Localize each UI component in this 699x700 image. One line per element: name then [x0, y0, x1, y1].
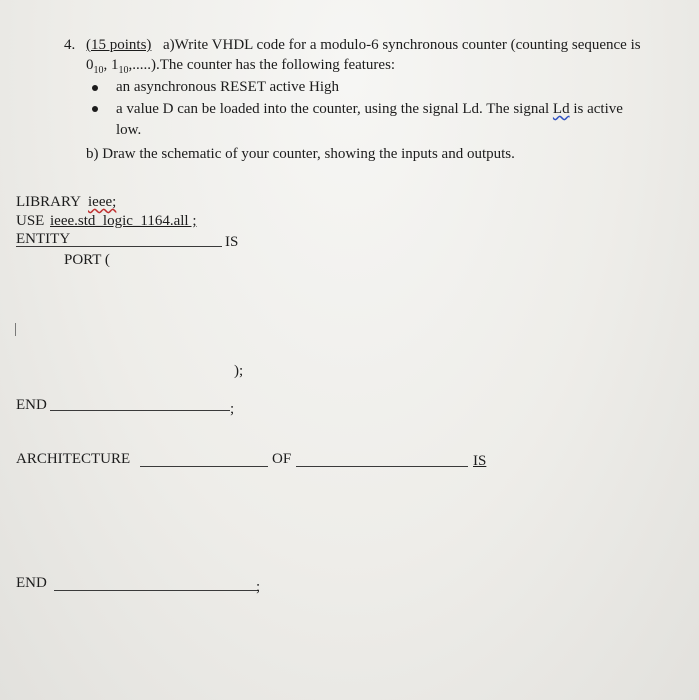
end-entity-blank[interactable] — [50, 410, 230, 411]
ld-signal-word: Ld — [552, 101, 570, 117]
seq-second-base: 10 — [118, 65, 129, 76]
end-architecture-blank[interactable] — [54, 590, 258, 591]
use-keyword: USE — [16, 213, 45, 229]
seq-rest: ,.....).The counter has the following features: — [128, 57, 396, 73]
end-architecture-semicolon: ; — [256, 579, 261, 595]
port-keyword: PORT ( — [64, 252, 110, 268]
bullet-dot-1 — [92, 85, 98, 91]
feature-load — [116, 100, 623, 118]
seq-second-digits: 1 — [111, 57, 119, 73]
text-cursor: | — [14, 321, 18, 337]
entity-keyword: ENTITY — [16, 231, 71, 247]
use-package: ieee.std_logic_1164.all ; — [50, 213, 197, 229]
library-name: ieee; — [88, 194, 117, 210]
architecture-is-keyword: IS — [473, 453, 487, 469]
entity-is-keyword: IS — [225, 234, 239, 250]
question-part-a: a)Write VHDL code for a modulo-6 synchronous counter (counting sequence is — [163, 37, 641, 53]
question-points: (15 points) — [86, 37, 152, 53]
feature-load-text: a value D can be loaded into the counter, using the signal Ld. The signal — [116, 101, 550, 117]
library-keyword: LIBRARY — [16, 194, 82, 210]
bullet-dot-2 — [92, 106, 98, 112]
seq-separator: , — [103, 57, 111, 73]
question-part-b: b) Draw the schematic of your counter, showing the inputs and outputs. — [86, 146, 515, 162]
architecture-entity-blank[interactable] — [296, 466, 468, 467]
feature-load-cont: low. — [116, 122, 142, 138]
end-architecture-keyword: END — [16, 575, 47, 591]
entity-name-blank[interactable] — [16, 246, 222, 247]
port-close: ); — [234, 363, 244, 379]
seq-first-digits: 0 — [86, 57, 94, 73]
end-entity-keyword: END — [16, 397, 47, 413]
architecture-name-blank[interactable] — [140, 466, 268, 467]
question-number: 4. — [64, 37, 76, 53]
feature-load-active: is active — [569, 101, 623, 117]
feature-reset: an asynchronous RESET active High — [116, 79, 340, 95]
counting-sequence — [86, 56, 395, 80]
architecture-keyword: ARCHITECTURE — [16, 451, 131, 467]
of-keyword: OF — [272, 451, 292, 467]
end-entity-semicolon: ; — [230, 401, 235, 417]
seq-first-base: 10 — [93, 65, 104, 76]
